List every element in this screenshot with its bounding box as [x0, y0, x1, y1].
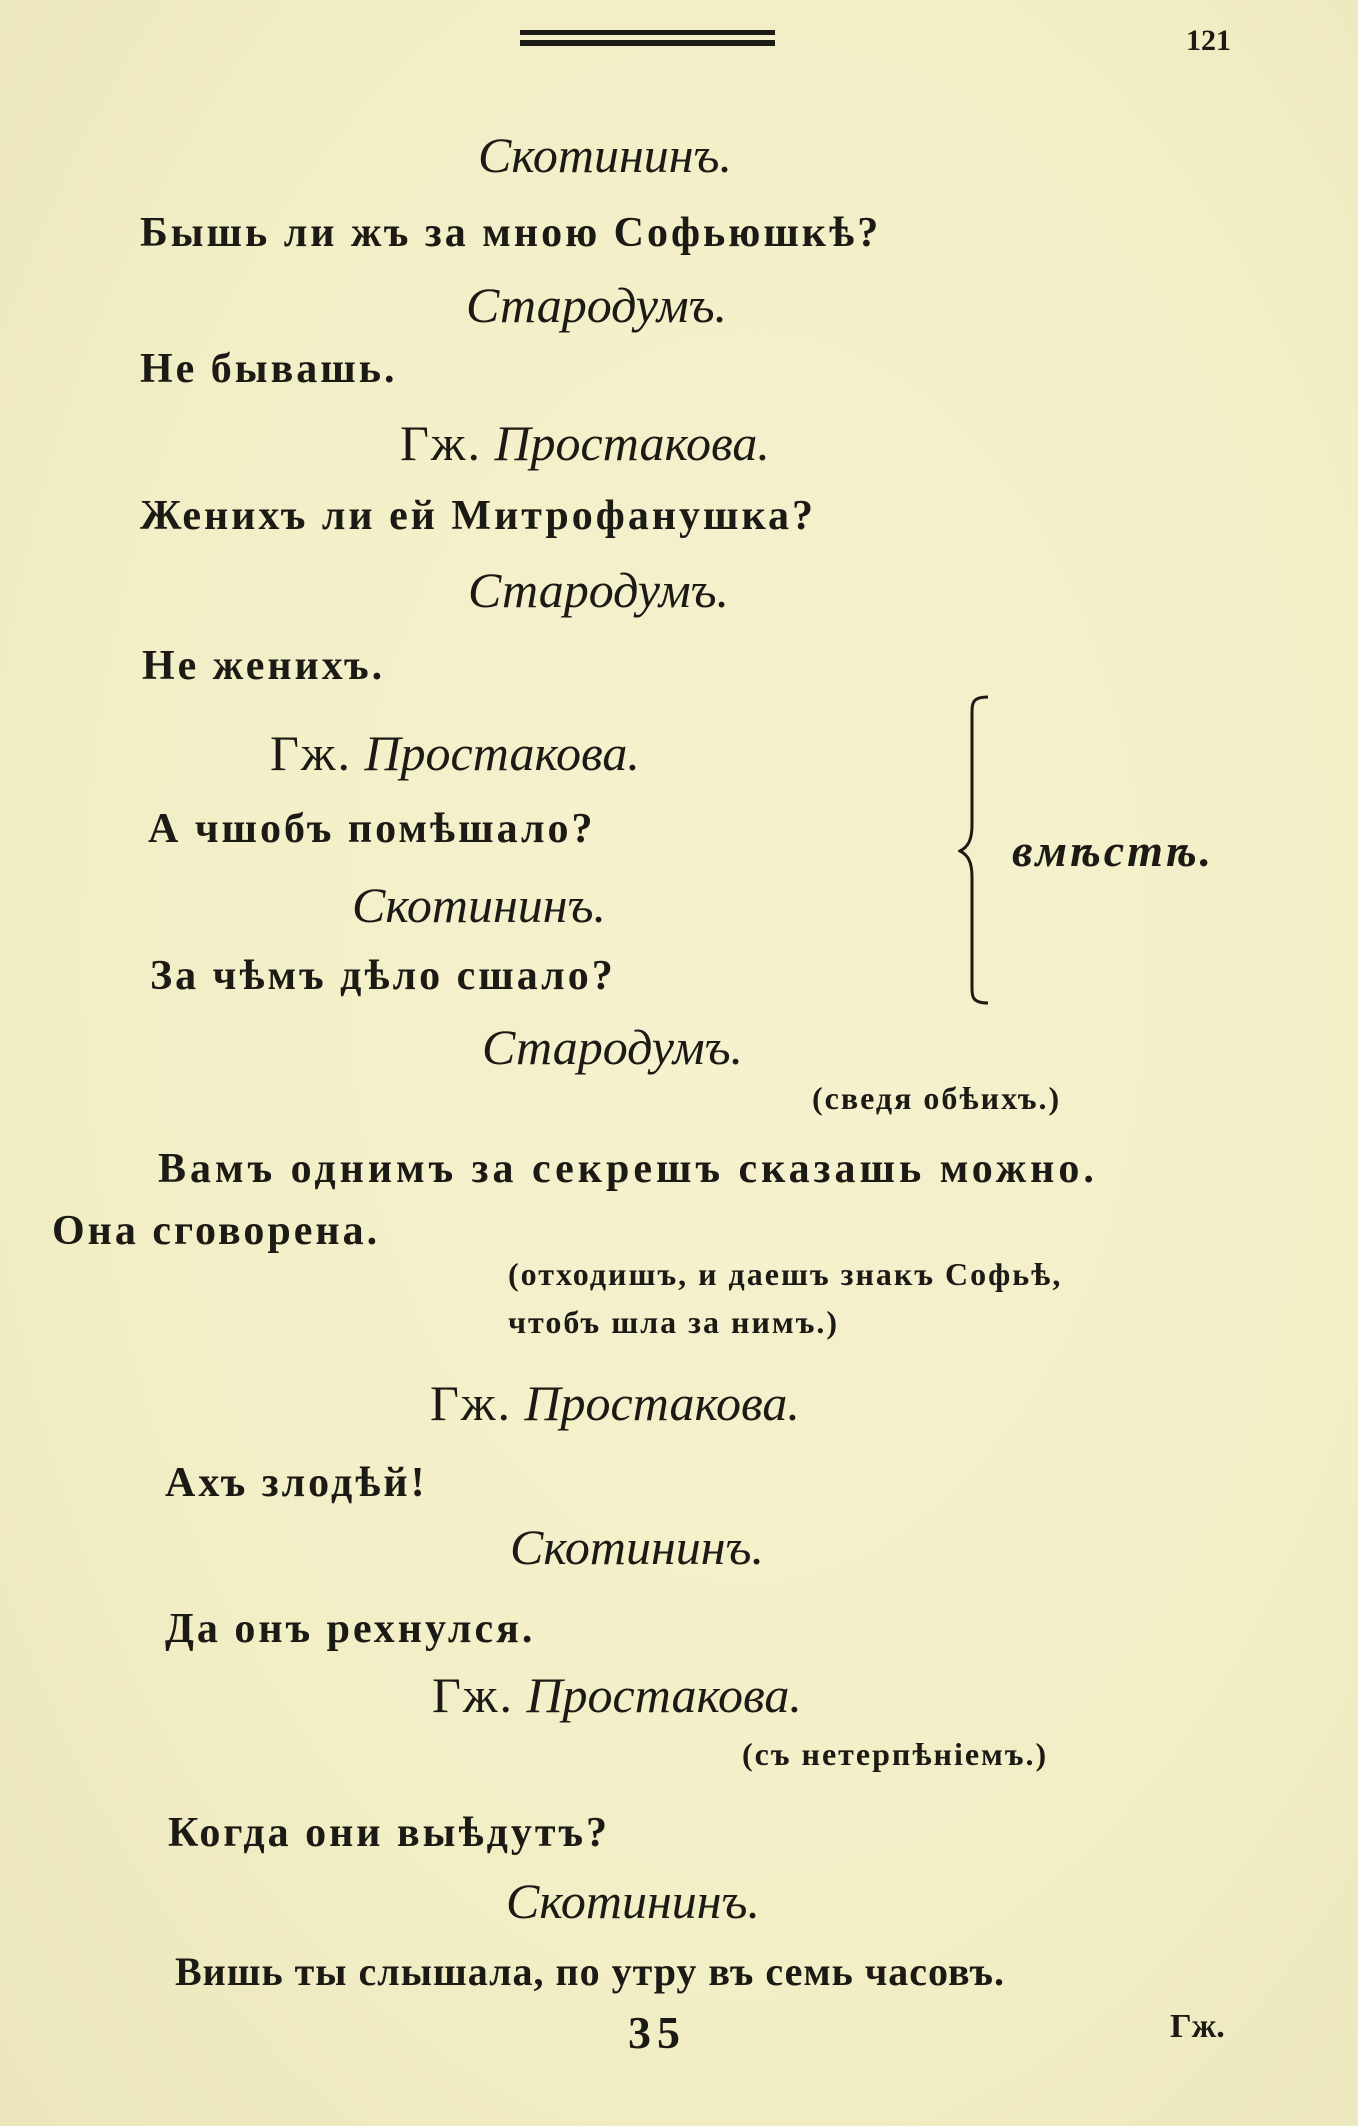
speaker-prostakova — [432, 1667, 802, 1723]
speaker-name: Простакова. — [526, 1667, 802, 1723]
header-rule-bottom — [520, 40, 775, 46]
stage-direction: (отходишъ, и даешъ знакъ Софьѣ, — [508, 1256, 1063, 1292]
speech-line: Вамъ однимъ за секрешъ сказашь можно. — [158, 1146, 1098, 1192]
header-rule-top — [520, 30, 775, 35]
speaker-name: Простакова. — [524, 1375, 800, 1431]
speech-line: Ахъ злодѣй! — [165, 1460, 428, 1506]
speech-line: А чшобъ помѣшало? — [148, 806, 596, 852]
stage-direction: чтобъ шла за нимъ.) — [508, 1304, 840, 1340]
speech-line: Она сговорена. — [52, 1208, 381, 1254]
signature-mark: 35 — [628, 2007, 686, 2058]
speech-line: Бышь ли жъ за мною Софьюшкѣ? — [140, 210, 882, 256]
speaker-title: Гж. — [432, 1667, 514, 1723]
stage-direction: (съ нетерпѣнiемъ.) — [742, 1736, 1049, 1772]
speech-line: Да онъ рехнулся. — [165, 1606, 536, 1652]
speaker-name: Простакова. — [364, 725, 640, 781]
speaker-prostakova — [430, 1375, 800, 1431]
speaker-skotinin: Скотининъ. — [506, 1873, 761, 1929]
page-number: 121 — [1186, 24, 1231, 57]
speaker-prostakova — [400, 415, 770, 471]
speaker-starodum: Стародумъ. — [468, 562, 730, 618]
stage-direction: (сведя обѣихъ.) — [812, 1080, 1062, 1116]
speaker-title: Гж. — [430, 1375, 512, 1431]
speaker-name: Простакова. — [494, 415, 770, 471]
speech-line: Не женихъ. — [142, 643, 386, 689]
speech-line: Когда они выѣдутъ? — [168, 1810, 611, 1856]
together-label: вмѣстѣ. — [1012, 825, 1215, 876]
speaker-skotinin: Скотининъ. — [478, 127, 733, 183]
speaker-skotinin: Скотининъ. — [510, 1519, 765, 1575]
speech-line: За чѣмъ дѣло сшало? — [150, 953, 616, 999]
speaker-starodum: Стародумъ. — [466, 277, 728, 333]
speaker-starodum: Стародумъ. — [482, 1019, 744, 1075]
speaker-skotinin: Скотининъ. — [352, 877, 607, 933]
speaker-prostakova — [270, 725, 640, 781]
speech-line: Не бывашь. — [140, 346, 398, 392]
speaker-title: Гж. — [270, 725, 352, 781]
catchword: Гж. — [1170, 2008, 1225, 2045]
curly-brace-icon — [958, 695, 998, 1005]
speech-line: Женихъ ли ей Митрофанушка? — [140, 493, 817, 539]
speaker-title: Гж. — [400, 415, 482, 471]
speech-line: Вишь ты слышала, по утру въ семь часовъ. — [175, 1949, 1005, 1994]
